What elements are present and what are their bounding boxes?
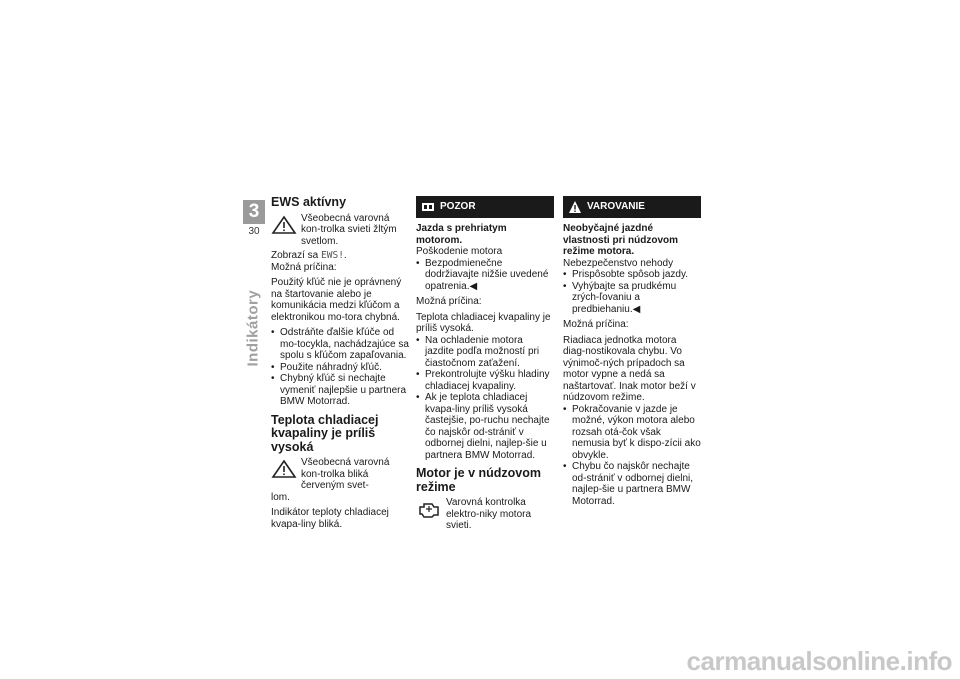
- chapter-number-tab: 3: [243, 200, 265, 224]
- caution-lead-bold: Jazda s prehriatym motorom.: [416, 223, 507, 246]
- engine-electronics-icon: [416, 499, 442, 519]
- engine-caution-icon: [421, 200, 435, 214]
- chapter-side-label: Indikátory: [244, 289, 262, 367]
- coolant-steps-list: [416, 335, 554, 462]
- list-item: • Ak je teplota chladiacej kvapa-liny príliš vysoká častejšie, po-ruchu nechajte čo najskôr od-strániť v odbornej dielni, najlep-šie u partnera BMW Motorrad.: [416, 392, 554, 461]
- list-item: • Chybný kľúč si nechajte vymeniť najlepšie u partnera BMW Motorrad.: [271, 373, 409, 408]
- list-item: • Chybu čo najskôr nechajte od-strániť v odbornej dielni, najlep-šie u partnera BMW Motorrad.: [563, 461, 701, 507]
- caution-list: [416, 258, 554, 293]
- warning-triangle-icon: [271, 459, 297, 479]
- display-suffix: .: [343, 250, 347, 261]
- cause-text: Riadiaca jednotka motora diag-nostikovala chybu. Vo výnimoč-ných prípadoch sa motor vypne a nedá sa naštartovať. Inak motor beží v núdzovom režime.: [563, 334, 696, 403]
- emergency-steps-list: [563, 404, 701, 508]
- coolant-indicator-text-end: lom.: [271, 491, 290, 503]
- column-1: [271, 196, 409, 534]
- section-title-emergency: Motor je v núdzovom režime: [416, 466, 541, 494]
- coolant-display-text: Indikátor teploty chladiacej kvapa-liny bliká.: [271, 507, 389, 530]
- section-title-ews: EWS aktívny: [271, 195, 347, 209]
- column-3: [563, 196, 701, 511]
- ews-cause-text: Použitý kľúč nie je oprávnený na štartovanie alebo je komunikácia medzi kľúčom a elektronikou mo-tora chybná.: [271, 277, 402, 323]
- warning-lead-bold: Neobyčajné jazdné vlastnosti pri núdzovom režime motora.: [563, 223, 679, 257]
- engine-indicator-row: [416, 497, 554, 532]
- warning-banner-label: VAROVANIE: [587, 201, 645, 212]
- warning-lead: [563, 223, 701, 269]
- cause-label: Možná príčina:: [563, 319, 629, 330]
- display-prefix: Zobrazí sa: [271, 250, 322, 261]
- list-item: • Vyhýbajte sa prudkému zrých-ľovaniu a predbiehaniu.◀: [563, 281, 701, 316]
- cause-label: Možná príčina:: [416, 296, 482, 307]
- page-number: 30: [248, 226, 260, 237]
- warning-triangle-icon: [568, 200, 582, 214]
- coolant-indicator-text: Všeobecná varovná kon-trolka bliká červeným svet-: [301, 457, 390, 491]
- warning-triangle-icon: [271, 215, 297, 235]
- caution-banner-label: POZOR: [440, 201, 476, 212]
- list-item: • Bezpodmienečne dodržiavajte nižšie uvedené opatrenia.◀: [416, 258, 554, 293]
- list-item: • Pokračovanie v jazde je možné, výkon motora alebo rozsah otá-čok však nemusia byť k dispo-zícii ako obvykle.: [563, 404, 701, 462]
- ews-display-line: [271, 250, 409, 273]
- warning-banner: [563, 196, 701, 218]
- warning-list: [563, 269, 701, 315]
- ews-indicator-text: Všeobecná varovná kon-trolka svieti žltým svetlom.: [301, 212, 397, 247]
- column-2: [416, 196, 554, 535]
- warning-indicator-row: [271, 213, 409, 248]
- ews-steps-list: [271, 327, 409, 408]
- list-item: • Odstráňte ďalšie kľúče od mo-tocykla, nachádzajúce sa spolu s kľúčom zapaľovania.: [271, 327, 409, 362]
- list-item: • Prekontrolujte výšku hladiny chladiacej kvapaliny.: [416, 369, 554, 392]
- list-item: • Použite náhradný kľúč.: [271, 362, 409, 374]
- section-title-coolant: Teplota chladiacej kvapaliny je príliš vysoká: [271, 412, 379, 454]
- caution-lead: [416, 223, 554, 258]
- coolant-indicator-row: [271, 457, 409, 492]
- caution-lead-sub: Poškodenie motora: [416, 246, 503, 257]
- watermark: carmanualsonline.info: [686, 646, 952, 676]
- cause-text: Teplota chladiacej kvapaliny je príliš vysoká.: [416, 311, 551, 334]
- list-item: • Prispôsobte spôsob jazdy.: [563, 269, 701, 281]
- caution-banner: [416, 196, 554, 218]
- list-item: • Na ochladenie motora jazdite podľa možností pri čiastočnom zaťažení.: [416, 335, 554, 370]
- engine-indicator-text: Varovná kontrolka elektro-niky motora svieti.: [446, 497, 532, 531]
- display-code: EWS!: [321, 250, 344, 261]
- warning-lead-sub: Nebezpečenstvo nehody: [563, 257, 674, 269]
- cause-label: Možná príčina:: [271, 261, 337, 273]
